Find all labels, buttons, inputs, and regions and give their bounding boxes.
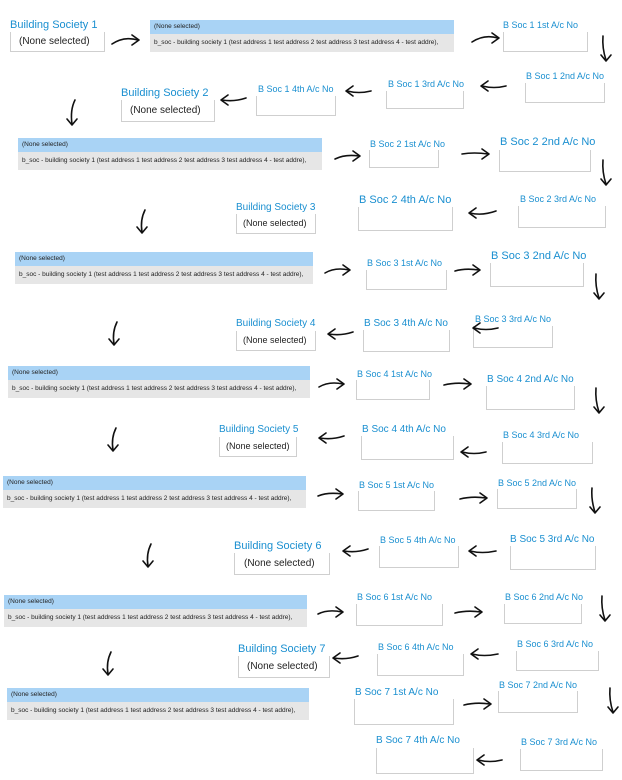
society-5-acc4-input[interactable] (379, 546, 459, 568)
society-5-select-value: (None selected) (226, 441, 290, 451)
society-6-dropdown-option[interactable]: b_soc - building society 1 (test address 1 test address 2 test address 3 test address 4 - test addre), (4, 609, 307, 627)
society-3-select-value: (None selected) (243, 218, 307, 228)
society-5-acc3-input[interactable] (510, 546, 596, 570)
arrow-down-icon (139, 542, 157, 570)
society-4-acc1-label: B Soc 4 1st A/c No (357, 369, 433, 379)
arrow-left-icon (343, 83, 373, 99)
society-1-acc2-label: B Soc 1 2nd A/c No (526, 71, 605, 81)
society-5-acc4-label: B Soc 5 4th A/c No (380, 535, 456, 545)
society-4-select[interactable] (236, 331, 316, 351)
arrow-right-icon (333, 148, 363, 164)
arrow-down-icon (99, 650, 117, 678)
arrow-down-icon (590, 272, 608, 302)
arrow-right-icon (458, 490, 490, 506)
society-5-dropdown-option[interactable]: b_soc - building society 1 (test address 1 test address 2 test address 3 test address 4 - test addre), (3, 490, 306, 508)
society-3-acc4-label: B Soc 3 4th A/c No (364, 318, 448, 329)
arrow-right-icon (442, 376, 474, 392)
arrow-right-icon (453, 604, 485, 620)
arrow-right-icon (317, 376, 347, 392)
society-1-acc1-label: B Soc 1 1st A/c No (503, 20, 579, 30)
society-6-dropdown-header[interactable]: (None selected) (4, 595, 307, 609)
society-7-acc2-label: B Soc 7 2nd A/c No (499, 680, 578, 690)
arrow-down-icon (597, 34, 615, 64)
arrow-down-icon (133, 208, 151, 236)
society-3-acc2-input[interactable] (490, 263, 584, 287)
society-3-label: Building Society 3 (236, 202, 316, 213)
society-3-acc1-label: B Soc 3 1st A/c No (367, 258, 443, 268)
society-5-label: Building Society 5 (219, 424, 299, 435)
society-1-acc1-input[interactable] (503, 32, 588, 52)
society-7-acc1-label: B Soc 7 1st A/c No (355, 687, 439, 698)
society-6-acc1-input[interactable] (356, 604, 443, 626)
society-6-acc4-input[interactable] (377, 654, 464, 676)
society-7-dropdown-header[interactable]: (None selected) (7, 688, 309, 702)
arrow-down-icon (586, 486, 604, 516)
society-4-acc3-label: B Soc 4 3rd A/c No (503, 430, 580, 440)
society-6-acc3-input[interactable] (516, 651, 599, 671)
society-2-acc1-input[interactable] (369, 150, 439, 168)
arrow-left-icon (340, 543, 370, 559)
society-2-acc2-input[interactable] (499, 150, 591, 172)
society-7-acc3-label: B Soc 7 3rd A/c No (521, 737, 598, 747)
arrow-down-icon (105, 320, 123, 348)
society-1-dropdown-option[interactable]: b_soc - building society 1 (test address 1 test address 2 test address 3 test address 4 - test addre), (150, 34, 454, 52)
society-7-acc2-input[interactable] (498, 691, 578, 713)
arrow-left-icon (330, 650, 360, 666)
arrow-left-icon (325, 326, 355, 342)
society-4-acc1-input[interactable] (356, 380, 430, 400)
arrow-left-icon (478, 78, 508, 94)
arrow-right-icon (316, 486, 346, 502)
society-5-acc3-label: B Soc 5 3rd A/c No (510, 534, 595, 545)
society-4-acc4-label: B Soc 4 4th A/c No (362, 424, 446, 435)
society-3-select[interactable] (236, 214, 316, 234)
society-3-acc2-label: B Soc 3 2nd A/c No (491, 250, 587, 262)
society-4-acc2-input[interactable] (486, 386, 575, 410)
society-2-select-value: (None selected) (130, 105, 201, 116)
arrow-left-icon (458, 444, 488, 460)
society-7-acc4-label: B Soc 7 4th A/c No (376, 735, 460, 746)
arrow-left-icon (466, 205, 498, 221)
society-2-acc1-label: B Soc 2 1st A/c No (370, 139, 446, 149)
society-7-acc3-input[interactable] (520, 749, 603, 771)
arrow-down-icon (104, 426, 122, 454)
society-7-label: Building Society 7 (238, 643, 326, 655)
society-3-acc3-label: B Soc 3 3rd A/c No (475, 314, 552, 324)
arrow-left-icon (218, 92, 248, 108)
society-3-acc4-input[interactable] (363, 330, 450, 352)
society-6-select-value: (None selected) (244, 558, 315, 569)
society-7-dropdown-option[interactable]: b_soc - building society 1 (test address 1 test address 2 test address 3 test address 4 - test addre), (7, 702, 309, 720)
society-4-dropdown-header[interactable]: (None selected) (8, 366, 310, 380)
arrow-left-icon (316, 430, 346, 446)
society-1-acc4-label: B Soc 1 4th A/c No (258, 84, 334, 94)
society-7-select[interactable] (238, 656, 330, 678)
arrow-right-icon (323, 262, 353, 278)
society-1-acc3-label: B Soc 1 3rd A/c No (388, 79, 465, 89)
arrow-down-icon (63, 98, 81, 128)
society-3-dropdown-option[interactable]: b_soc - building society 1 (test address 1 test address 2 test address 3 test address 4 - test addre), (15, 266, 313, 284)
society-4-acc2-label: B Soc 4 2nd A/c No (487, 374, 574, 385)
society-4-label: Building Society 4 (236, 318, 316, 329)
society-4-select-value: (None selected) (243, 335, 307, 345)
society-7-select-value: (None selected) (247, 661, 318, 672)
society-2-select[interactable] (121, 100, 215, 122)
arrow-left-icon (466, 543, 498, 559)
society-6-acc1-label: B Soc 6 1st A/c No (357, 592, 433, 602)
arrow-down-icon (597, 158, 615, 188)
arrow-right-icon (462, 696, 494, 712)
arrow-right-icon (316, 604, 346, 620)
arrow-left-icon (468, 646, 500, 662)
society-2-acc4-label: B Soc 2 4th A/c No (359, 194, 452, 206)
society-2-acc3-label: B Soc 2 3rd A/c No (520, 194, 597, 204)
society-5-acc1-label: B Soc 5 1st A/c No (359, 480, 435, 490)
society-7-acc4-input[interactable] (376, 748, 474, 774)
arrow-left-icon (470, 320, 500, 336)
society-3-dropdown-header[interactable]: (None selected) (15, 252, 313, 266)
society-1-acc2-input[interactable] (525, 83, 605, 103)
arrow-down-icon (604, 686, 622, 716)
society-3-acc1-input[interactable] (366, 270, 447, 290)
society-2-acc2-label: B Soc 2 2nd A/c No (500, 136, 596, 148)
society-1-acc4-input[interactable] (256, 96, 336, 116)
society-4-acc3-input[interactable] (502, 442, 593, 464)
society-1-acc3-input[interactable] (386, 91, 464, 109)
society-5-acc2-input[interactable] (497, 489, 577, 509)
society-2-dropdown-header[interactable]: (None selected) (18, 138, 322, 152)
arrow-right-icon (110, 32, 142, 48)
society-6-acc2-label: B Soc 6 2nd A/c No (505, 592, 584, 602)
arrow-right-icon (470, 30, 502, 46)
society-6-label: Building Society 6 (234, 540, 322, 552)
society-2-label: Building Society 2 (121, 87, 209, 99)
society-4-acc4-input[interactable] (361, 436, 454, 460)
society-6-acc3-label: B Soc 6 3rd A/c No (517, 639, 594, 649)
society-6-acc4-label: B Soc 6 4th A/c No (378, 642, 454, 652)
society-2-acc4-input[interactable] (358, 207, 453, 231)
arrow-down-icon (590, 386, 608, 416)
arrow-left-icon (474, 752, 504, 768)
society-4-dropdown-option[interactable]: b_soc - building society 1 (test address 1 test address 2 test address 3 test address 4 - test addre), (8, 380, 310, 398)
society-1-select[interactable] (10, 32, 105, 52)
society-2-dropdown-option[interactable]: b_soc - building society 1 (test address 1 test address 2 test address 3 test address 4 - test addre), (18, 152, 322, 170)
society-5-select[interactable] (219, 437, 297, 457)
society-6-select[interactable] (234, 553, 330, 575)
society-5-dropdown-header[interactable]: (None selected) (3, 476, 306, 490)
society-5-acc2-label: B Soc 5 2nd A/c No (498, 478, 577, 488)
society-6-acc2-input[interactable] (504, 604, 582, 624)
society-7-acc1-input[interactable] (354, 699, 454, 725)
society-1-label: Building Society 1 (10, 19, 98, 31)
arrow-right-icon (453, 262, 483, 278)
society-2-acc3-input[interactable] (518, 206, 606, 228)
arrow-right-icon (460, 146, 492, 162)
arrow-down-icon (596, 594, 614, 624)
society-1-select-value: (None selected) (19, 36, 90, 47)
society-1-dropdown-header[interactable]: (None selected) (150, 20, 454, 34)
society-5-acc1-input[interactable] (358, 491, 435, 511)
